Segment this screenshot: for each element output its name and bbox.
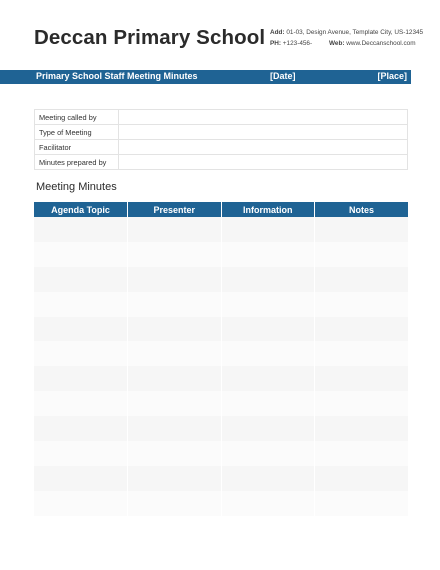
phone-label: PH: xyxy=(270,40,282,47)
table-cell[interactable] xyxy=(315,341,409,366)
minutes-heading: Meeting Minutes xyxy=(36,181,117,193)
table-cell[interactable] xyxy=(315,366,409,391)
table-cell[interactable] xyxy=(128,416,222,441)
table-cell[interactable] xyxy=(128,366,222,391)
address-line xyxy=(270,29,423,40)
table-cell[interactable] xyxy=(315,267,409,292)
table-cell[interactable] xyxy=(221,366,315,391)
table-cell[interactable] xyxy=(221,217,315,242)
table-cell[interactable] xyxy=(34,217,128,242)
address-value: 01-03, Design Avenue, Template City, US-12345 xyxy=(286,29,424,36)
table-cell[interactable] xyxy=(221,292,315,317)
title-banner xyxy=(0,70,411,84)
table-row xyxy=(34,292,408,317)
table-cell[interactable] xyxy=(128,317,222,342)
table-cell[interactable] xyxy=(221,341,315,366)
table-cell[interactable] xyxy=(315,292,409,317)
table-cell[interactable] xyxy=(315,317,409,342)
meeting-info-value[interactable] xyxy=(119,140,408,155)
table-cell[interactable] xyxy=(315,491,409,516)
address-label: Add: xyxy=(270,29,285,36)
table-row xyxy=(34,217,408,242)
table-cell[interactable] xyxy=(128,391,222,416)
table-cell[interactable] xyxy=(315,466,409,491)
document-title: Primary School Staff Meeting Minutes xyxy=(36,71,198,81)
web-value: www.Deccanschool.com xyxy=(346,40,416,47)
table-row xyxy=(34,491,408,516)
table-cell[interactable] xyxy=(128,242,222,267)
meeting-info-value[interactable] xyxy=(119,125,408,140)
table-row xyxy=(34,242,408,267)
table-row xyxy=(34,317,408,342)
table-cell[interactable] xyxy=(34,267,128,292)
table-cell[interactable] xyxy=(221,391,315,416)
column-header: Agenda Topic xyxy=(34,202,128,217)
contact-info xyxy=(270,29,423,51)
table-cell[interactable] xyxy=(128,441,222,466)
table-cell[interactable] xyxy=(315,416,409,441)
minutes-table xyxy=(34,202,408,516)
table-cell[interactable] xyxy=(128,217,222,242)
place-field[interactable]: [Place] xyxy=(377,71,407,81)
table-row xyxy=(34,441,408,466)
meeting-info-label: Type of Meeting xyxy=(35,125,119,140)
date-field[interactable]: [Date] xyxy=(270,71,296,81)
table-cell[interactable] xyxy=(221,267,315,292)
meeting-info-row xyxy=(35,155,408,170)
meeting-info-label: Minutes prepared by xyxy=(35,155,119,170)
table-cell[interactable] xyxy=(315,391,409,416)
table-cell[interactable] xyxy=(34,292,128,317)
table-cell[interactable] xyxy=(34,366,128,391)
meeting-info-value[interactable] xyxy=(119,110,408,125)
table-cell[interactable] xyxy=(221,416,315,441)
table-cell[interactable] xyxy=(221,441,315,466)
table-cell[interactable] xyxy=(315,441,409,466)
table-cell[interactable] xyxy=(34,491,128,516)
table-cell[interactable] xyxy=(128,341,222,366)
table-cell[interactable] xyxy=(34,441,128,466)
column-header: Notes xyxy=(315,202,409,217)
table-cell[interactable] xyxy=(34,466,128,491)
meeting-info-row xyxy=(35,140,408,155)
table-row xyxy=(34,466,408,491)
table-cell[interactable] xyxy=(34,416,128,441)
meeting-info-row xyxy=(35,110,408,125)
table-cell[interactable] xyxy=(315,217,409,242)
table-row xyxy=(34,391,408,416)
table-row xyxy=(34,366,408,391)
meeting-info-label: Facilitator xyxy=(35,140,119,155)
table-cell[interactable] xyxy=(315,242,409,267)
table-cell[interactable] xyxy=(221,317,315,342)
table-cell[interactable] xyxy=(221,491,315,516)
column-header: Presenter xyxy=(128,202,222,217)
column-header: Information xyxy=(221,202,315,217)
table-row xyxy=(34,267,408,292)
meeting-info-table xyxy=(34,109,408,170)
table-row xyxy=(34,341,408,366)
table-cell[interactable] xyxy=(34,317,128,342)
school-name: Deccan Primary School xyxy=(34,26,266,49)
table-cell[interactable] xyxy=(128,292,222,317)
phone-value: +123-456- xyxy=(282,40,313,47)
table-cell[interactable] xyxy=(34,391,128,416)
meeting-info-value[interactable] xyxy=(119,155,408,170)
table-cell[interactable] xyxy=(128,466,222,491)
web-label: Web: xyxy=(329,40,345,47)
web-line xyxy=(329,40,416,47)
table-cell[interactable] xyxy=(221,242,315,267)
table-cell[interactable] xyxy=(34,341,128,366)
table-row xyxy=(34,416,408,441)
table-cell[interactable] xyxy=(128,267,222,292)
meeting-info-label: Meeting called by xyxy=(35,110,119,125)
table-cell[interactable] xyxy=(128,491,222,516)
table-cell[interactable] xyxy=(34,242,128,267)
table-cell[interactable] xyxy=(221,466,315,491)
meeting-info-row xyxy=(35,125,408,140)
